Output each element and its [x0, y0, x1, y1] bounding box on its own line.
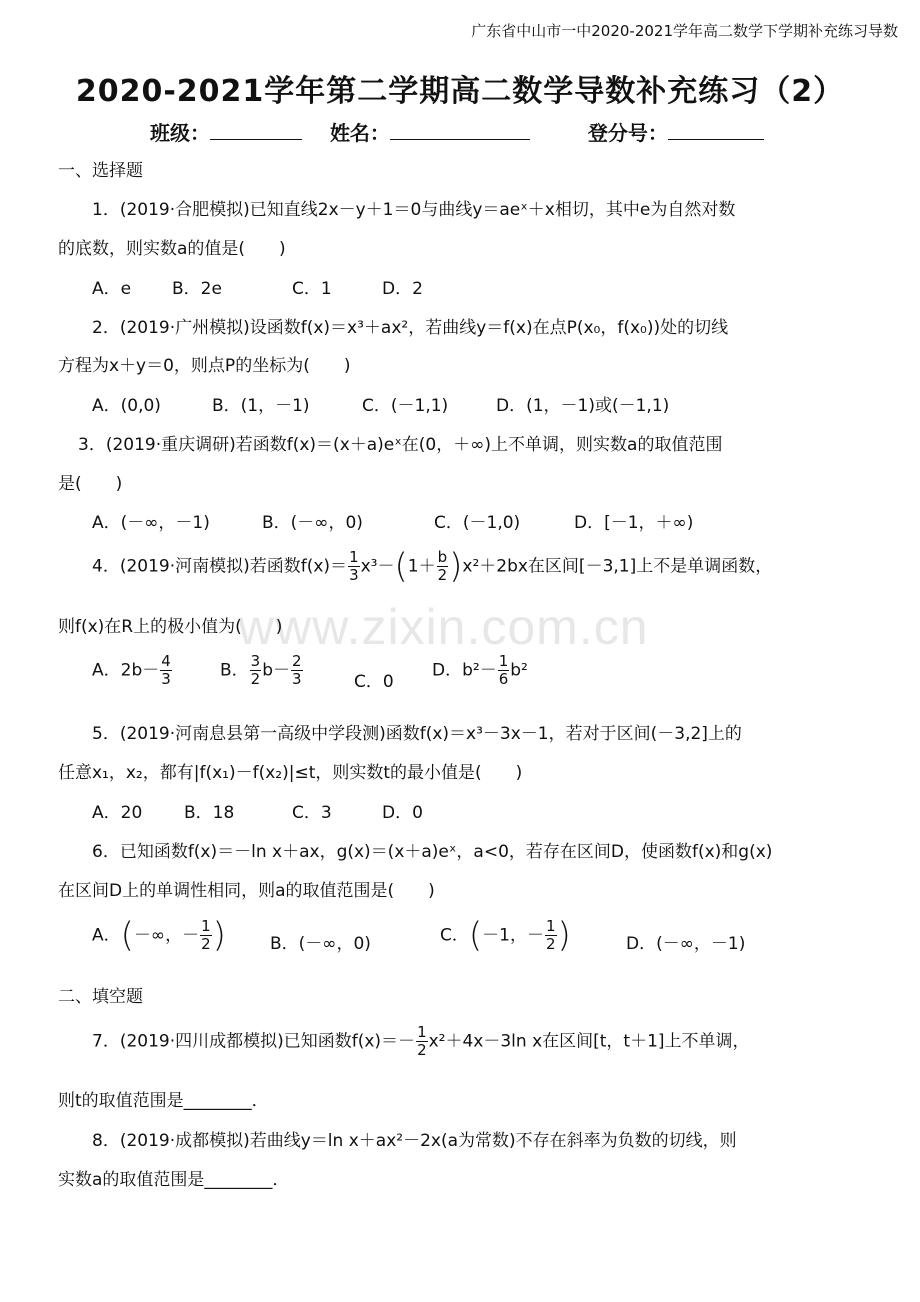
- q1-option-b[interactable]: B．2e: [172, 279, 222, 299]
- q4-b-num1: 3: [250, 652, 261, 670]
- q4-line1: [92, 546, 773, 587]
- q5-option-b[interactable]: B．18: [184, 803, 235, 823]
- q6-line1: 6．已知函数f(x)＝－ln x＋ax，g(x)＝(x＋a)eˣ，a<0，若存在区间D，使函数f(x)和g(x): [92, 842, 773, 862]
- q4-fraction-1: [348, 549, 360, 584]
- q7-fraction: [416, 1024, 428, 1059]
- q4-text-pre: 4．(2019·河南模拟)若函数f(x)＝: [92, 556, 348, 577]
- q4-paren-open: (: [394, 546, 408, 587]
- q4-text-mid: x³－: [360, 556, 395, 577]
- q4-d-post: b²: [510, 660, 528, 681]
- q4-option-b[interactable]: [220, 653, 304, 688]
- q4-b-mid: b－: [262, 660, 291, 681]
- name-blank[interactable]: [390, 121, 530, 140]
- q4-f1-den: 3: [349, 566, 359, 584]
- id-label: 登分号：: [587, 121, 668, 145]
- q3-option-b[interactable]: B．(－∞，0): [262, 513, 363, 533]
- q4-d-pre: D．b²－: [432, 660, 497, 681]
- q6-a-den: 2: [201, 935, 211, 953]
- q4-text-post: x²＋2bx在区间[－3,1]上不是单调函数，: [462, 556, 773, 577]
- q5-line1: 5．(2019·河南息县第一高级中学段测)函数f(x)＝x³－3x－1，若对于区间(－3,2]上的: [92, 724, 742, 744]
- q4-b-num2: 2: [292, 652, 302, 670]
- q6-option-c[interactable]: C．(－1，－ $\frac{1}{2}$ ): [440, 915, 571, 956]
- q7-num: 1: [417, 1023, 427, 1041]
- q3-option-a[interactable]: A．(－∞，－1): [92, 513, 210, 533]
- q5-option-d[interactable]: D．0: [382, 803, 423, 823]
- q2-line2: 方程为x＋y＝0，则点P的坐标为( ): [58, 356, 351, 376]
- q5-line2: 任意x₁，x₂，都有|f(x₁)－f(x₂)|≤t，则实数t的最小值是( ): [58, 763, 523, 783]
- q4-b-pre: B．: [220, 660, 249, 681]
- q7-line2: 则t的取值范围是________．: [58, 1091, 269, 1111]
- page-header: 广东省中山市一中2020-2021学年高二数学下学期补充练习导数: [471, 22, 898, 40]
- q4-line2: 则f(x)在R上的极小值为( ): [58, 617, 283, 637]
- section-choice: 一、选择题: [58, 161, 143, 181]
- q6-c-num: 1: [545, 917, 556, 935]
- q1-option-d[interactable]: D．2: [382, 279, 423, 299]
- q4-b-den2: 3: [292, 670, 302, 688]
- q6-option-a[interactable]: A．(－∞，－ $\frac{1}{2}$ ): [92, 915, 226, 956]
- section-fill: 二、填空题: [58, 987, 143, 1007]
- q4-a-num: 4: [161, 652, 171, 670]
- class-label: 班级：: [150, 121, 210, 145]
- q7-text-pre: 7．(2019·四川成都模拟)已知函数f(x)＝－: [92, 1031, 416, 1052]
- q4-a-pre: A．2b－: [92, 660, 160, 681]
- q6-c-in: －1，－: [482, 925, 544, 946]
- name-label: 姓名：: [329, 121, 390, 145]
- q6-a-pre: A．: [92, 925, 121, 946]
- q4-paren-close: ): [449, 546, 463, 587]
- q1-option-c[interactable]: C．1: [292, 279, 332, 299]
- q4-f1-num: 1: [349, 548, 359, 566]
- q6-line2: 在区间D上的单调性相同，则a的取值范围是( ): [58, 881, 435, 901]
- q2-option-c[interactable]: C．(－1,1): [362, 396, 449, 416]
- q7-text-post: x²＋4x－3ln x在区间[t，t＋1]上不单调，: [428, 1031, 750, 1052]
- q3-line2: 是( ): [58, 474, 123, 494]
- q4-fraction-2: [437, 549, 449, 584]
- q4-f2-num: b: [437, 548, 448, 566]
- student-info: [150, 117, 764, 146]
- q4-b-den1: 2: [250, 670, 261, 688]
- q4-d-den: 6: [498, 670, 509, 688]
- q6-a-num: 1: [201, 917, 211, 935]
- q6-option-b[interactable]: B．(－∞，0): [270, 934, 371, 954]
- q4-option-c[interactable]: C．0: [354, 672, 394, 692]
- q7-den: 2: [417, 1041, 427, 1059]
- q3-option-d[interactable]: D．[－1，＋∞): [574, 513, 694, 533]
- q3-line1: 3．(2019·重庆调研)若函数f(x)＝(x＋a)eˣ在(0，＋∞)上不单调，则实数a的取值范围: [78, 435, 723, 455]
- q4-text-in: 1＋: [407, 556, 436, 577]
- q6-c-den: 2: [545, 935, 556, 953]
- q5-option-c[interactable]: C．3: [292, 803, 332, 823]
- q5-option-a[interactable]: A．20: [92, 803, 143, 823]
- q4-f2-den: 2: [437, 566, 448, 584]
- q6-a-in: －∞，－: [133, 925, 200, 946]
- q6-option-d[interactable]: D．(－∞，－1): [626, 934, 746, 954]
- class-blank[interactable]: [210, 121, 302, 140]
- q1-option-a[interactable]: A．e: [92, 279, 132, 299]
- watermark: www.zixin.com.cn: [238, 599, 649, 655]
- q8-line1: 8．(2019·成都模拟)若曲线y＝ln x＋ax²－2x(a为常数)不存在斜率为负数的切线，则: [92, 1131, 737, 1151]
- q4-a-den: 3: [161, 670, 171, 688]
- page-title: 2020-2021学年第二学期高二数学导数补充练习（2）: [75, 74, 845, 109]
- q2-line1: 2．(2019·广州模拟)设函数f(x)＝x³＋ax²，若曲线y＝f(x)在点P(x₀，f(x₀))处的切线: [92, 318, 729, 338]
- q2-option-a[interactable]: A．(0,0): [92, 396, 161, 416]
- q1-line1: 1．(2019·合肥模拟)已知直线2x－y＋1＝0与曲线y＝aeˣ＋x相切，其中e为自然对数: [92, 200, 736, 220]
- q6-c-pre: C．: [440, 925, 469, 946]
- q1-line2: 的底数，则实数a的值是( ): [58, 239, 286, 259]
- q2-option-d[interactable]: D．(1，－1)或(－1,1): [496, 396, 670, 416]
- id-blank[interactable]: [668, 121, 764, 140]
- q2-option-b[interactable]: B．(1，－1): [212, 396, 310, 416]
- q4-option-a[interactable]: [92, 653, 173, 688]
- q8-line2: 实数a的取值范围是________．: [58, 1170, 290, 1190]
- q4-d-num: 1: [498, 652, 509, 670]
- q3-option-c[interactable]: C．(－1,0): [434, 513, 521, 533]
- q7-line1: [92, 1024, 750, 1059]
- q4-option-d[interactable]: [432, 653, 528, 688]
